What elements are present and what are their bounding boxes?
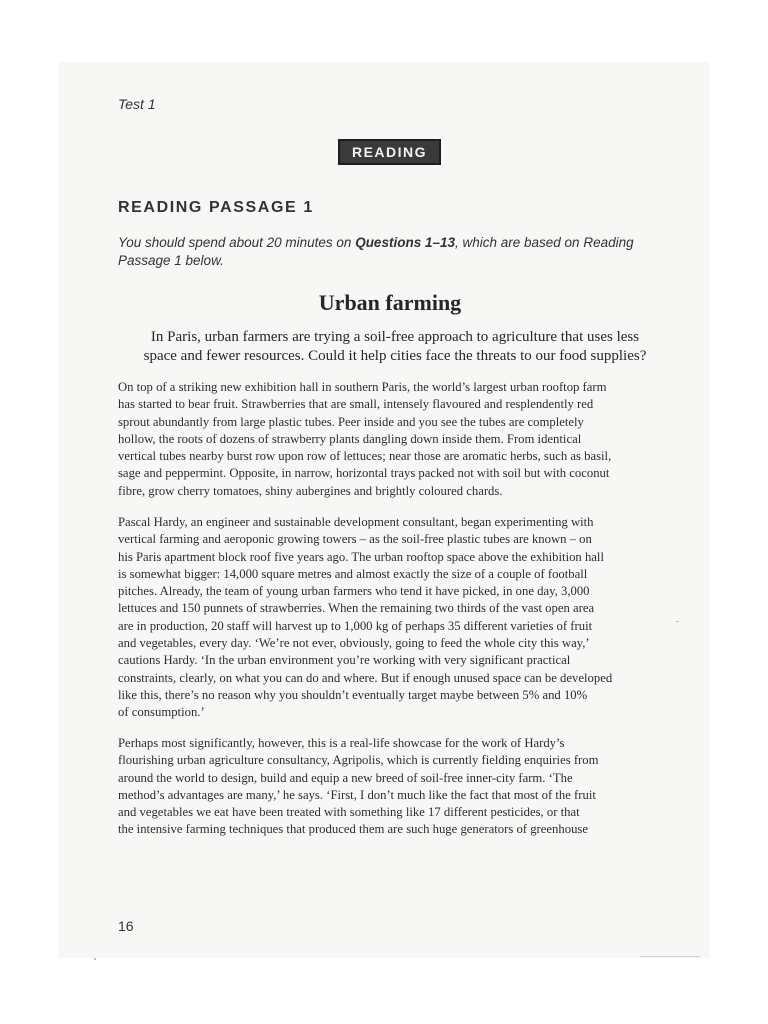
test-label: Test 1: [118, 96, 156, 112]
instructions: [118, 234, 678, 270]
section-banner: [338, 139, 441, 165]
text-line: and vegetables we eat have been treated with something like 17 different pesticides, or that: [118, 805, 580, 820]
text-line: are in production, 20 staff will harvest up to 1,000 kg of perhaps 35 different varieties of fruit: [118, 618, 593, 633]
paragraph-1: [118, 379, 676, 500]
text-line: Pascal Hardy, an engineer and sustainable development consultant, began experimenting with: [118, 515, 594, 529]
paragraph-2: [118, 514, 676, 722]
instructions-text-end: Passage 1 below.: [118, 253, 224, 268]
text-line: On top of a striking new exhibition hall in southern Paris, the world’s largest urban rooftop farm: [118, 380, 607, 394]
text-line: has started to bear fruit. Strawberries that are small, intensely flavoured and resplendently red: [118, 397, 594, 412]
text-line: hollow, the roots of dozens of strawberry plants dangling down inside them. From identical: [118, 431, 582, 446]
instructions-text-cont: , which are based on Reading: [454, 235, 634, 250]
text-line: like this, there’s no reason why you shouldn’t eventually target maybe between 5% and 10%: [118, 687, 588, 702]
paragraph-3: [118, 735, 676, 839]
text-line: sage and peppermint. Opposite, in narrow, horizontal trays packed not with soil but with coconut: [118, 466, 610, 481]
text-line: method’s advantages are many,’ he says. ‘First, I don’t much like the fact that most of the fruit: [118, 787, 596, 802]
passage-heading: READING PASSAGE 1: [118, 199, 314, 216]
text-line: Perhaps most significantly, however, this is a real-life showcase for the work of Hardy’s: [118, 736, 565, 750]
scan-speck: [676, 621, 679, 622]
page-number: 16: [118, 918, 134, 934]
text-line: around the world to design, build and equip a new breed of soil-free inner-city farm. ‘The: [118, 770, 573, 785]
article-title: Urban farming: [318, 290, 462, 315]
text-line: the intensive farming techniques that produced them are such huge generators of greenhouse: [118, 822, 588, 837]
scan-speck: [94, 958, 96, 960]
text-line: vertical farming and aeroponic growing towers – as the soil-free plastic tubes are known – on: [118, 532, 592, 547]
instructions-questions: Questions 1–13: [355, 235, 455, 250]
text-line: fibre, grow cherry tomatoes, shiny aubergines and brightly coloured chards.: [118, 483, 503, 498]
text-line: constraints, clearly, on what you can do and where. But if enough unused space can be developed: [118, 670, 613, 685]
text-line: vertical tubes nearby burst row upon row of lettuces; near those are aromatic herbs, such as basil,: [118, 449, 612, 464]
text-line: and vegetables, every day. ‘We’re not ever, obviously, going to feed the whole city this way,’: [118, 636, 590, 651]
text-line: his Paris apartment block roof five years ago. The urban rooftop space above the exhibition hall: [118, 549, 604, 564]
text-line: sprout abundantly from large plastic tubes. Peer inside and you see the tubes are completely: [118, 414, 584, 429]
text-line: is somewhat bigger: 14,000 square metres and almost exactly the size of a couple of football: [118, 566, 588, 581]
standfirst-line: space and fewer resources. Could it help cities face the threats to our food supplies?: [143, 348, 647, 364]
text-line: of consumption.’: [118, 705, 205, 720]
section-banner-label: READING: [351, 144, 428, 160]
text-line: flourishing urban agriculture consultancy, Agripolis, which is currently fielding enquiries from: [118, 753, 599, 768]
article-standfirst: [118, 328, 672, 366]
text-line: lettuces and 150 punnets of strawberries. When the remaining two thirds of the vast open area: [118, 601, 595, 616]
instructions-text: You should spend about 20 minutes on: [118, 235, 356, 250]
scan-speck: [640, 956, 700, 957]
text-line: pitches. Already, the team of young urban farmers who tend it have picked, in one day, 3,000: [118, 584, 590, 599]
standfirst-line: In Paris, urban farmers are trying a soil-free approach to agriculture that uses less: [150, 329, 640, 345]
text-line: cautions Hardy. ‘In the urban environment you’re working with very significant practical: [118, 653, 571, 668]
